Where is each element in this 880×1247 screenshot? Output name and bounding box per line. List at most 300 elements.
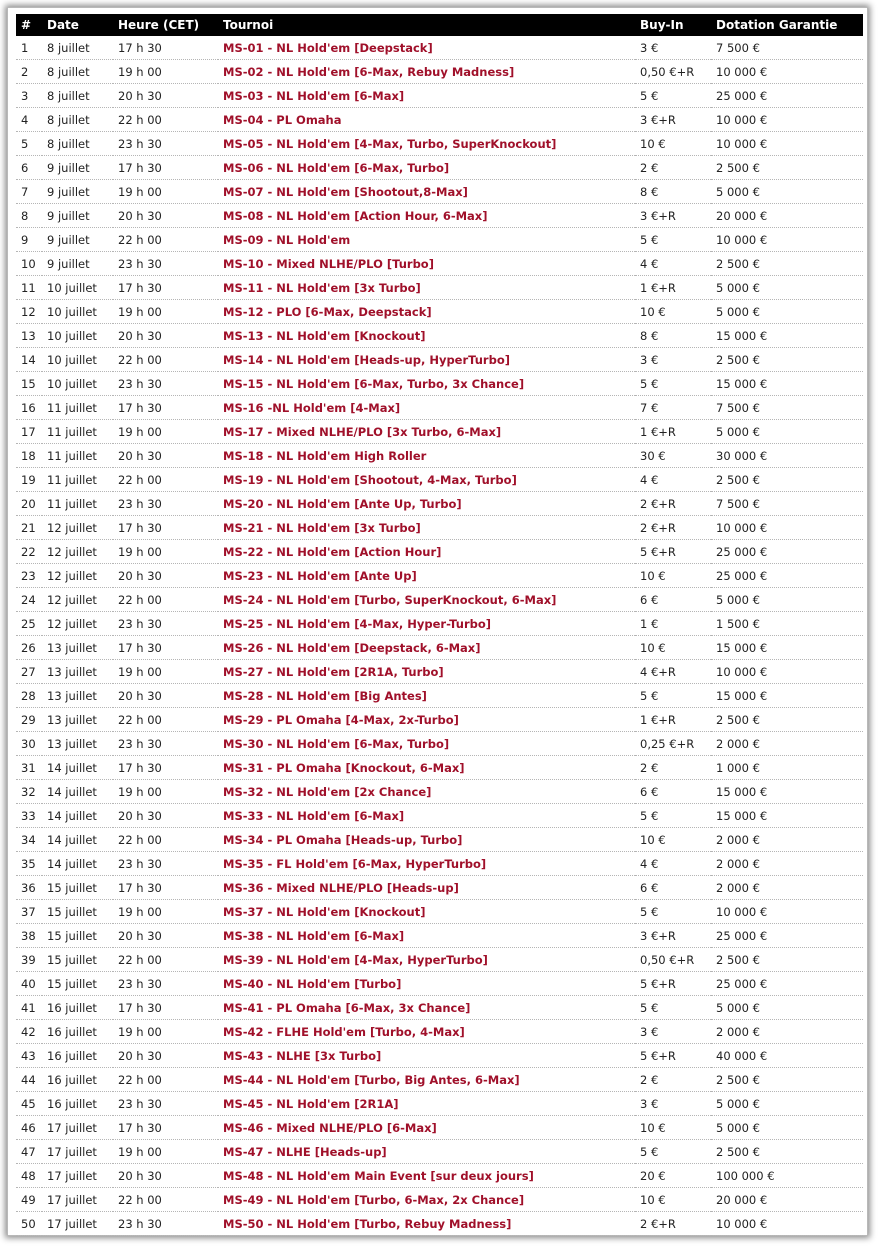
cell-heure: 17 h 30 <box>113 996 218 1020</box>
cell-tournoi: MS-14 - NL Hold'em [Heads-up, HyperTurbo] <box>218 348 635 372</box>
cell-date: 10 juillet <box>42 324 113 348</box>
cell-buyin: 30 € <box>635 444 711 468</box>
table-row <box>16 972 863 996</box>
cell-date: 9 juillet <box>42 228 113 252</box>
cell-dotation: 10 000 € <box>711 108 863 132</box>
cell-num: 22 <box>16 540 42 564</box>
table-row <box>16 204 863 228</box>
cell-num: 29 <box>16 708 42 732</box>
cell-heure: 23 h 30 <box>113 492 218 516</box>
table-row <box>16 180 863 204</box>
cell-date: 12 juillet <box>42 588 113 612</box>
cell-date: 16 juillet <box>42 1092 113 1116</box>
cell-num: 8 <box>16 204 42 228</box>
cell-buyin: 2 € <box>635 756 711 780</box>
table-row <box>16 900 863 924</box>
cell-heure: 20 h 30 <box>113 204 218 228</box>
cell-num: 27 <box>16 660 42 684</box>
cell-dotation: 10 000 € <box>711 132 863 156</box>
header-tournoi: Tournoi <box>218 14 635 36</box>
cell-date: 17 juillet <box>42 1188 113 1212</box>
cell-tournoi: MS-08 - NL Hold'em [Action Hour, 6-Max] <box>218 204 635 228</box>
cell-tournoi: MS-06 - NL Hold'em [6-Max, Turbo] <box>218 156 635 180</box>
cell-heure: 17 h 30 <box>113 36 218 60</box>
cell-dotation: 2 000 € <box>711 852 863 876</box>
cell-date: 17 juillet <box>42 1212 113 1236</box>
cell-heure: 23 h 30 <box>113 252 218 276</box>
cell-date: 15 juillet <box>42 924 113 948</box>
cell-tournoi: MS-22 - NL Hold'em [Action Hour] <box>218 540 635 564</box>
header-num: # <box>16 14 42 36</box>
cell-buyin: 5 €+R <box>635 1044 711 1068</box>
cell-heure: 19 h 00 <box>113 780 218 804</box>
cell-dotation: 1 000 € <box>711 756 863 780</box>
cell-date: 11 juillet <box>42 492 113 516</box>
cell-buyin: 5 € <box>635 1140 711 1164</box>
cell-num: 11 <box>16 276 42 300</box>
cell-dotation: 5 000 € <box>711 996 863 1020</box>
cell-heure: 22 h 00 <box>113 708 218 732</box>
cell-tournoi: MS-12 - PLO [6-Max, Deepstack] <box>218 300 635 324</box>
cell-tournoi: MS-46 - Mixed NLHE/PLO [6-Max] <box>218 1116 635 1140</box>
cell-buyin: 5 €+R <box>635 972 711 996</box>
cell-tournoi: MS-37 - NL Hold'em [Knockout] <box>218 900 635 924</box>
cell-tournoi: MS-07 - NL Hold'em [Shootout,8-Max] <box>218 180 635 204</box>
cell-tournoi: MS-47 - NLHE [Heads-up] <box>218 1140 635 1164</box>
cell-dotation: 15 000 € <box>711 372 863 396</box>
cell-num: 32 <box>16 780 42 804</box>
table-row <box>16 708 863 732</box>
cell-dotation: 7 500 € <box>711 36 863 60</box>
cell-date: 11 juillet <box>42 468 113 492</box>
table-row <box>16 948 863 972</box>
cell-tournoi: MS-41 - PL Omaha [6-Max, 3x Chance] <box>218 996 635 1020</box>
cell-dotation: 10 000 € <box>711 516 863 540</box>
header-row <box>16 14 863 36</box>
cell-heure: 22 h 00 <box>113 468 218 492</box>
cell-num: 19 <box>16 468 42 492</box>
cell-dotation: 2 000 € <box>711 1020 863 1044</box>
cell-heure: 19 h 00 <box>113 420 218 444</box>
cell-num: 13 <box>16 324 42 348</box>
cell-buyin: 2 €+R <box>635 492 711 516</box>
table-row <box>16 516 863 540</box>
table-row <box>16 1164 863 1188</box>
table-row <box>16 684 863 708</box>
cell-tournoi: MS-27 - NL Hold'em [2R1A, Turbo] <box>218 660 635 684</box>
cell-date: 11 juillet <box>42 396 113 420</box>
cell-date: 16 juillet <box>42 1020 113 1044</box>
cell-num: 49 <box>16 1188 42 1212</box>
table-row <box>16 1116 863 1140</box>
cell-num: 40 <box>16 972 42 996</box>
cell-buyin: 0,50 €+R <box>635 60 711 84</box>
cell-dotation: 25 000 € <box>711 540 863 564</box>
cell-dotation: 30 000 € <box>711 444 863 468</box>
table-row <box>16 492 863 516</box>
cell-heure: 23 h 30 <box>113 852 218 876</box>
table-row <box>16 468 863 492</box>
table-row <box>16 852 863 876</box>
header-dotation: Dotation Garantie <box>711 14 863 36</box>
cell-buyin: 4 € <box>635 252 711 276</box>
cell-buyin: 5 € <box>635 900 711 924</box>
cell-dotation: 25 000 € <box>711 972 863 996</box>
cell-buyin: 3 € <box>635 36 711 60</box>
cell-num: 17 <box>16 420 42 444</box>
cell-dotation: 10 000 € <box>711 660 863 684</box>
cell-heure: 22 h 00 <box>113 348 218 372</box>
cell-date: 14 juillet <box>42 756 113 780</box>
cell-buyin: 10 € <box>635 1188 711 1212</box>
cell-dotation: 10 000 € <box>711 1212 863 1236</box>
cell-date: 15 juillet <box>42 900 113 924</box>
cell-dotation: 2 500 € <box>711 1140 863 1164</box>
cell-heure: 22 h 00 <box>113 588 218 612</box>
cell-tournoi: MS-21 - NL Hold'em [3x Turbo] <box>218 516 635 540</box>
cell-num: 21 <box>16 516 42 540</box>
cell-num: 46 <box>16 1116 42 1140</box>
cell-dotation: 7 500 € <box>711 396 863 420</box>
cell-date: 10 juillet <box>42 276 113 300</box>
table-row <box>16 372 863 396</box>
table-row <box>16 804 863 828</box>
table-row <box>16 108 863 132</box>
cell-dotation: 10 000 € <box>711 228 863 252</box>
table-row <box>16 60 863 84</box>
cell-num: 12 <box>16 300 42 324</box>
schedule-frame <box>7 7 868 1236</box>
cell-num: 38 <box>16 924 42 948</box>
cell-buyin: 10 € <box>635 132 711 156</box>
cell-dotation: 2 500 € <box>711 252 863 276</box>
cell-heure: 20 h 30 <box>113 684 218 708</box>
cell-num: 44 <box>16 1068 42 1092</box>
cell-num: 33 <box>16 804 42 828</box>
cell-buyin: 6 € <box>635 780 711 804</box>
cell-buyin: 2 € <box>635 1068 711 1092</box>
tournament-schedule-table <box>16 14 863 1236</box>
cell-buyin: 3 € <box>635 348 711 372</box>
cell-date: 11 juillet <box>42 420 113 444</box>
cell-buyin: 2 €+R <box>635 516 711 540</box>
cell-buyin: 6 € <box>635 588 711 612</box>
cell-tournoi: MS-48 - NL Hold'em Main Event [sur deux jours] <box>218 1164 635 1188</box>
cell-date: 16 juillet <box>42 1044 113 1068</box>
cell-tournoi: MS-28 - NL Hold'em [Big Antes] <box>218 684 635 708</box>
cell-dotation: 2 000 € <box>711 876 863 900</box>
table-row <box>16 36 863 60</box>
cell-heure: 19 h 00 <box>113 1020 218 1044</box>
cell-heure: 19 h 00 <box>113 300 218 324</box>
cell-tournoi: MS-49 - NL Hold'em [Turbo, 6-Max, 2x Chance] <box>218 1188 635 1212</box>
cell-heure: 23 h 30 <box>113 612 218 636</box>
cell-date: 13 juillet <box>42 684 113 708</box>
cell-date: 17 juillet <box>42 1164 113 1188</box>
cell-num: 15 <box>16 372 42 396</box>
cell-num: 43 <box>16 1044 42 1068</box>
cell-num: 3 <box>16 84 42 108</box>
cell-buyin: 5 € <box>635 228 711 252</box>
cell-num: 31 <box>16 756 42 780</box>
cell-dotation: 2 500 € <box>711 468 863 492</box>
cell-num: 28 <box>16 684 42 708</box>
table-row <box>16 1140 863 1164</box>
cell-buyin: 0,25 €+R <box>635 732 711 756</box>
cell-tournoi: MS-44 - NL Hold'em [Turbo, Big Antes, 6-Max] <box>218 1068 635 1092</box>
table-row <box>16 1068 863 1092</box>
cell-heure: 20 h 30 <box>113 1164 218 1188</box>
cell-heure: 23 h 30 <box>113 1212 218 1236</box>
cell-dotation: 2 000 € <box>711 732 863 756</box>
cell-tournoi: MS-45 - NL Hold'em [2R1A] <box>218 1092 635 1116</box>
cell-heure: 23 h 30 <box>113 972 218 996</box>
table-row <box>16 1188 863 1212</box>
table-row <box>16 636 863 660</box>
cell-buyin: 5 €+R <box>635 540 711 564</box>
cell-tournoi: MS-40 - NL Hold'em [Turbo] <box>218 972 635 996</box>
cell-date: 13 juillet <box>42 636 113 660</box>
cell-num: 37 <box>16 900 42 924</box>
cell-num: 30 <box>16 732 42 756</box>
cell-buyin: 5 € <box>635 684 711 708</box>
table-row <box>16 540 863 564</box>
cell-date: 15 juillet <box>42 876 113 900</box>
cell-dotation: 40 000 € <box>711 1044 863 1068</box>
header-buyin: Buy-In <box>635 14 711 36</box>
cell-dotation: 2 500 € <box>711 348 863 372</box>
cell-tournoi: MS-31 - PL Omaha [Knockout, 6-Max] <box>218 756 635 780</box>
cell-tournoi: MS-10 - Mixed NLHE/PLO [Turbo] <box>218 252 635 276</box>
cell-num: 5 <box>16 132 42 156</box>
cell-heure: 20 h 30 <box>113 324 218 348</box>
cell-date: 14 juillet <box>42 780 113 804</box>
table-row <box>16 660 863 684</box>
cell-num: 1 <box>16 36 42 60</box>
cell-dotation: 15 000 € <box>711 804 863 828</box>
cell-heure: 23 h 30 <box>113 732 218 756</box>
table-header <box>16 14 863 36</box>
table-row <box>16 588 863 612</box>
cell-dotation: 5 000 € <box>711 588 863 612</box>
cell-heure: 20 h 30 <box>113 564 218 588</box>
cell-tournoi: MS-01 - NL Hold'em [Deepstack] <box>218 36 635 60</box>
cell-buyin: 4 € <box>635 852 711 876</box>
cell-buyin: 10 € <box>635 564 711 588</box>
cell-date: 9 juillet <box>42 204 113 228</box>
cell-tournoi: MS-13 - NL Hold'em [Knockout] <box>218 324 635 348</box>
cell-heure: 17 h 30 <box>113 1116 218 1140</box>
cell-buyin: 4 € <box>635 468 711 492</box>
table-row <box>16 348 863 372</box>
table-row <box>16 996 863 1020</box>
cell-tournoi: MS-17 - Mixed NLHE/PLO [3x Turbo, 6-Max] <box>218 420 635 444</box>
cell-tournoi: MS-43 - NLHE [3x Turbo] <box>218 1044 635 1068</box>
cell-heure: 20 h 30 <box>113 1044 218 1068</box>
cell-date: 15 juillet <box>42 948 113 972</box>
cell-buyin: 20 € <box>635 1164 711 1188</box>
cell-dotation: 25 000 € <box>711 84 863 108</box>
header-date: Date <box>42 14 113 36</box>
cell-heure: 22 h 00 <box>113 1068 218 1092</box>
cell-tournoi: MS-39 - NL Hold'em [4-Max, HyperTurbo] <box>218 948 635 972</box>
cell-num: 34 <box>16 828 42 852</box>
cell-dotation: 5 000 € <box>711 1116 863 1140</box>
cell-dotation: 15 000 € <box>711 324 863 348</box>
cell-tournoi: MS-18 - NL Hold'em High Roller <box>218 444 635 468</box>
cell-tournoi: MS-11 - NL Hold'em [3x Turbo] <box>218 276 635 300</box>
cell-buyin: 6 € <box>635 876 711 900</box>
cell-buyin: 5 € <box>635 804 711 828</box>
cell-num: 14 <box>16 348 42 372</box>
cell-num: 39 <box>16 948 42 972</box>
cell-heure: 23 h 30 <box>113 132 218 156</box>
cell-date: 8 juillet <box>42 132 113 156</box>
cell-dotation: 20 000 € <box>711 1188 863 1212</box>
cell-dotation: 5 000 € <box>711 300 863 324</box>
cell-buyin: 10 € <box>635 636 711 660</box>
cell-heure: 19 h 00 <box>113 60 218 84</box>
cell-date: 14 juillet <box>42 852 113 876</box>
table-row <box>16 420 863 444</box>
cell-num: 4 <box>16 108 42 132</box>
table-row <box>16 612 863 636</box>
cell-buyin: 1 € <box>635 612 711 636</box>
cell-dotation: 2 000 € <box>711 828 863 852</box>
table-row <box>16 1020 863 1044</box>
cell-heure: 17 h 30 <box>113 276 218 300</box>
cell-heure: 19 h 00 <box>113 900 218 924</box>
cell-date: 10 juillet <box>42 300 113 324</box>
cell-dotation: 5 000 € <box>711 180 863 204</box>
table-row <box>16 732 863 756</box>
cell-tournoi: MS-03 - NL Hold'em [6-Max] <box>218 84 635 108</box>
table-row <box>16 564 863 588</box>
cell-heure: 19 h 00 <box>113 180 218 204</box>
cell-heure: 22 h 00 <box>113 1188 218 1212</box>
cell-buyin: 10 € <box>635 1116 711 1140</box>
cell-num: 7 <box>16 180 42 204</box>
cell-tournoi: MS-09 - NL Hold'em <box>218 228 635 252</box>
cell-date: 9 juillet <box>42 252 113 276</box>
cell-buyin: 5 € <box>635 996 711 1020</box>
cell-heure: 17 h 30 <box>113 876 218 900</box>
table-row <box>16 444 863 468</box>
cell-tournoi: MS-05 - NL Hold'em [4-Max, Turbo, SuperKnockout] <box>218 132 635 156</box>
cell-date: 14 juillet <box>42 804 113 828</box>
cell-dotation: 15 000 € <box>711 684 863 708</box>
cell-heure: 17 h 30 <box>113 636 218 660</box>
cell-date: 8 juillet <box>42 108 113 132</box>
cell-heure: 22 h 00 <box>113 108 218 132</box>
cell-heure: 22 h 00 <box>113 828 218 852</box>
table-row <box>16 1212 863 1236</box>
cell-buyin: 1 €+R <box>635 276 711 300</box>
table-row <box>16 156 863 180</box>
cell-date: 12 juillet <box>42 516 113 540</box>
cell-num: 48 <box>16 1164 42 1188</box>
cell-date: 16 juillet <box>42 1068 113 1092</box>
cell-tournoi: MS-42 - FLHE Hold'em [Turbo, 4-Max] <box>218 1020 635 1044</box>
table-row <box>16 324 863 348</box>
cell-heure: 23 h 30 <box>113 372 218 396</box>
table-row <box>16 84 863 108</box>
cell-heure: 17 h 30 <box>113 156 218 180</box>
table-row <box>16 252 863 276</box>
table-row <box>16 132 863 156</box>
cell-num: 6 <box>16 156 42 180</box>
cell-dotation: 5 000 € <box>711 276 863 300</box>
cell-tournoi: MS-25 - NL Hold'em [4-Max, Hyper-Turbo] <box>218 612 635 636</box>
cell-date: 12 juillet <box>42 564 113 588</box>
cell-heure: 20 h 30 <box>113 924 218 948</box>
cell-dotation: 5 000 € <box>711 420 863 444</box>
cell-num: 9 <box>16 228 42 252</box>
cell-date: 17 juillet <box>42 1140 113 1164</box>
cell-num: 50 <box>16 1212 42 1236</box>
cell-num: 18 <box>16 444 42 468</box>
cell-tournoi: MS-34 - PL Omaha [Heads-up, Turbo] <box>218 828 635 852</box>
cell-date: 16 juillet <box>42 996 113 1020</box>
cell-num: 42 <box>16 1020 42 1044</box>
cell-heure: 19 h 00 <box>113 660 218 684</box>
cell-date: 10 juillet <box>42 348 113 372</box>
cell-tournoi: MS-19 - NL Hold'em [Shootout, 4-Max, Turbo] <box>218 468 635 492</box>
cell-dotation: 1 500 € <box>711 612 863 636</box>
cell-dotation: 2 500 € <box>711 156 863 180</box>
cell-num: 23 <box>16 564 42 588</box>
cell-num: 16 <box>16 396 42 420</box>
cell-heure: 22 h 00 <box>113 228 218 252</box>
table-row <box>16 396 863 420</box>
cell-date: 10 juillet <box>42 372 113 396</box>
cell-buyin: 3 € <box>635 1092 711 1116</box>
cell-buyin: 3 €+R <box>635 108 711 132</box>
header-heure: Heure (CET) <box>113 14 218 36</box>
table-row <box>16 876 863 900</box>
cell-date: 13 juillet <box>42 732 113 756</box>
cell-dotation: 2 500 € <box>711 708 863 732</box>
cell-num: 36 <box>16 876 42 900</box>
cell-date: 8 juillet <box>42 60 113 84</box>
cell-dotation: 7 500 € <box>711 492 863 516</box>
cell-date: 8 juillet <box>42 36 113 60</box>
cell-heure: 17 h 30 <box>113 516 218 540</box>
cell-heure: 20 h 30 <box>113 804 218 828</box>
cell-dotation: 15 000 € <box>711 636 863 660</box>
cell-buyin: 2 € <box>635 156 711 180</box>
cell-tournoi: MS-15 - NL Hold'em [6-Max, Turbo, 3x Chance] <box>218 372 635 396</box>
cell-tournoi: MS-29 - PL Omaha [4-Max, 2x-Turbo] <box>218 708 635 732</box>
cell-dotation: 5 000 € <box>711 1092 863 1116</box>
cell-heure: 23 h 30 <box>113 1092 218 1116</box>
table-row <box>16 756 863 780</box>
cell-heure: 20 h 30 <box>113 84 218 108</box>
cell-tournoi: MS-38 - NL Hold'em [6-Max] <box>218 924 635 948</box>
cell-dotation: 2 500 € <box>711 948 863 972</box>
cell-tournoi: MS-02 - NL Hold'em [6-Max, Rebuy Madness] <box>218 60 635 84</box>
cell-num: 20 <box>16 492 42 516</box>
cell-heure: 22 h 00 <box>113 948 218 972</box>
cell-buyin: 5 € <box>635 84 711 108</box>
cell-tournoi: MS-23 - NL Hold'em [Ante Up] <box>218 564 635 588</box>
cell-tournoi: MS-35 - FL Hold'em [6-Max, HyperTurbo] <box>218 852 635 876</box>
cell-buyin: 1 €+R <box>635 420 711 444</box>
cell-tournoi: MS-16 -NL Hold'em [4-Max] <box>218 396 635 420</box>
cell-heure: 17 h 30 <box>113 396 218 420</box>
cell-num: 26 <box>16 636 42 660</box>
cell-dotation: 100 000 € <box>711 1164 863 1188</box>
